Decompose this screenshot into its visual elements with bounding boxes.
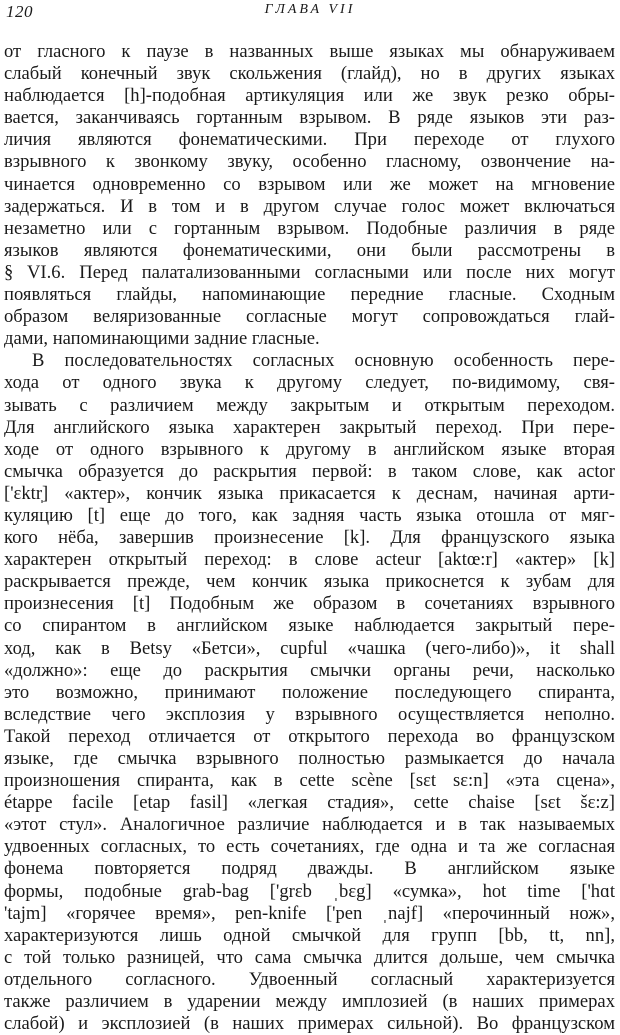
- text-line: языке, где смычка взрывного полностью размыкается до начала: [4, 748, 615, 769]
- text-line: также различием в ударении между имплозией (в наших примерах: [4, 991, 615, 1013]
- text-line: произнесения [t] Подобным же образом в сочетаниях взрывного: [4, 593, 615, 615]
- text-line: образом веляризованные согласные могут сопровождаться глай-: [4, 306, 615, 328]
- text-line: удвоенных согласных, то есть сочетаниях, где одна и та же согласная: [4, 836, 615, 858]
- text-line: раскрывается прежде, чем кончик языка прикоснется к зубам для: [4, 571, 615, 593]
- text-line: задержаться. И в том и в другом случае голос может включаться: [4, 195, 615, 217]
- text-line: хода от одного звука к другому следует, по-видимому, свя-: [4, 372, 615, 394]
- text-line: слабый конечный звук скольжения (глайд), но в других языках: [4, 63, 615, 85]
- text-line: 'tajm] «горячее время», pen-knife ['pen ˌnajf] «перочинный нож»,: [4, 902, 615, 924]
- text-line: вследствие чего эксплозия у взрывного осуществляется неполно.: [4, 703, 615, 725]
- page-header: [6, 2, 614, 24]
- page-number: 120: [6, 2, 33, 21]
- text-line: зывать с различием между закрытым и открытым переходом.: [4, 394, 615, 416]
- text-line: смычка образуется до раскрытия первой: в таком слове, как actor: [4, 460, 615, 482]
- text-line: кого нёба, завершив произнесение [k]. Для французского языка: [4, 527, 615, 549]
- text-line: от гласного к паузе в названных выше языках мы обнаруживаем: [4, 41, 615, 62]
- text-line: ходе от одного взрывного к другому в английском языке вторая: [4, 438, 615, 460]
- text-line: наблюдается [h]-подобная артикуляция или же звук резко обры-: [4, 85, 615, 107]
- text-line: § VI.6. Перед палатализованными согласными или после них могут: [4, 261, 615, 283]
- text-line: со спирантом в английском языке наблюдается закрытый пере-: [4, 615, 615, 637]
- text-line: произношения спиранта, как в cette scène [sɛt sɛ:n] «эта сцена»,: [4, 770, 615, 792]
- text-line: взрывного к звонкому звуку, особенно гласному, озвончение на-: [4, 151, 615, 173]
- text-line: личия являются фонематическими. При переходе от глухого: [4, 129, 615, 151]
- text-line: Для английского языка характерен закрытый переход. При пере-: [4, 416, 615, 438]
- text-line: слабой) и эксплозией (в наших примерах сильной). Во французском: [4, 1013, 615, 1035]
- text-line: это возможно, принимают положение последующего спиранта,: [4, 681, 615, 703]
- body-text: [4, 41, 615, 1035]
- text-line: ход, как в Betsy «Бетси», cupful «чашка (чего-либо)», it shall: [4, 637, 615, 659]
- text-line: ['ɛktr̩] «актер», кончик языка прикасается к деснам, начиная арти-: [4, 482, 615, 504]
- text-line: фонема повторяется подряд дважды. В английском языке: [4, 858, 615, 880]
- text-line: куляцию [t] еще до того, как задняя часть языка отошла от мяг-: [4, 504, 615, 526]
- text-line: характерен открытый переход: в слове acteur [aktœ:r] «актер» [k]: [4, 549, 615, 571]
- text-line: étappe facile [etap fasil] «легкая стадия», cette chaise [sɛt šɛ:z]: [4, 792, 615, 814]
- text-line: вается, заканчиваясь гортанным взрывом. В ряде языков эти раз-: [4, 107, 615, 129]
- text-line: с той только разницей, что сама смычка длится дольше, чем смычка: [4, 946, 615, 968]
- text-line: Такой переход отличается от открытого перехода во французском: [4, 725, 615, 747]
- text-line: дами, напоминающими задние гласные.: [4, 328, 320, 350]
- text-line: незаметно или с гортанным взрывом. Подобные различия в ряде: [4, 217, 615, 239]
- text-line: отдельного согласного. Удвоенный согласный характеризуется: [4, 968, 615, 990]
- text-line: характеризуются лишь одной смычкой для групп [bb, tt, nn],: [4, 924, 615, 946]
- running-head: ГЛАВА VII: [264, 2, 356, 17]
- text-line: В последовательностях согласных основную особенность пере-: [32, 350, 615, 372]
- text-line: чинается одновременно со взрывом или же может на мгновение: [4, 173, 615, 195]
- text-line: языков являются фонематическими, они были рассмотрены в: [4, 239, 615, 261]
- text-line: «должно»: еще до раскрытия смычки органы речи, насколько: [4, 659, 615, 681]
- text-line: формы, подобные grab-bag ['grɛb ˌbɛg] «сумка», hot time ['hɑt: [4, 880, 615, 902]
- text-line: «этот стул». Аналогичное различие наблюдается и в так называемых: [4, 814, 615, 836]
- text-line: появляться глайды, напоминающие передние гласные. Сходным: [4, 284, 615, 306]
